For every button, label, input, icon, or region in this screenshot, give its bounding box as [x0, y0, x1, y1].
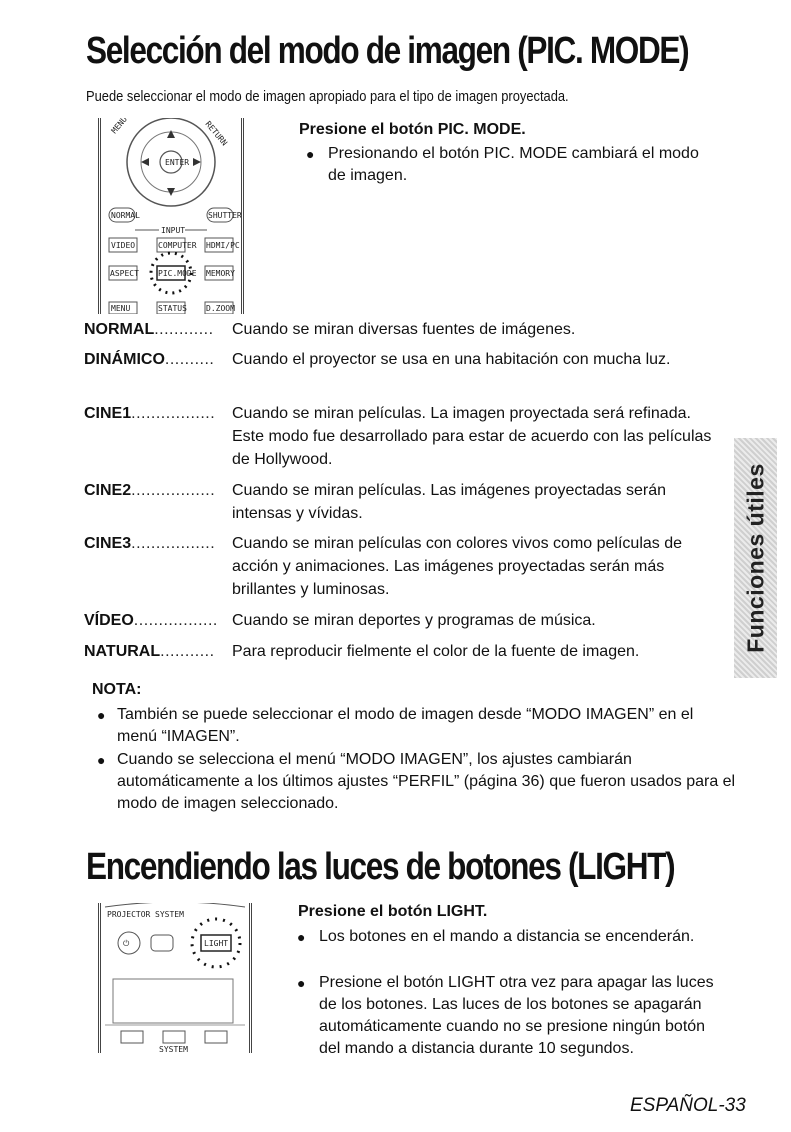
mode-row: NORMAL............ Cuando se miran diversas fuentes de imágenes. [84, 318, 724, 341]
mode-desc: Cuando se miran películas. La imagen proyectada será refinada. Este modo fue desarrollado para estar de acuerdo con las películas de Hollywood. [232, 405, 712, 468]
section-intro: Puede seleccionar el modo de imagen apropiado para el tipo de imagen proyectada. [86, 88, 569, 105]
remote-button-label: PIC.MODE [158, 269, 197, 278]
mode-name: CINE3 [84, 535, 132, 552]
mode-row: CINE3................. Cuando se miran películas con colores vivos como películas de acción y animaciones. Las imágenes proyectadas serán más brillantes y luminosas. [84, 532, 724, 555]
mode-desc: Cuando se miran deportes y programas de música. [232, 612, 596, 629]
remote-button-label: NORMAL [111, 211, 140, 220]
remote-button-label: PROJECTOR [107, 910, 151, 919]
mode-desc: Cuando se miran películas. Las imágenes proyectadas serán intensas y vívidas. [232, 482, 667, 522]
remote-button-label: SYSTEM [159, 1045, 188, 1053]
mode-row: VÍDEO................. Cuando se miran deportes y programas de música. [84, 609, 724, 632]
remote-button-label: SHUTTER [208, 211, 241, 220]
side-tab-label: Funciones útiles [742, 463, 768, 653]
remote-button-label: SYSTEM [155, 910, 184, 919]
instruction-bullet-light: ● Presione el botón LIGHT otra vez para apagar las luces de los botones. Las luces de los botones se apagarán automáticamente cuando no se presione ningún botón del mando a distancia durante 10 segundos. [297, 974, 714, 1057]
mode-row: CINE1................. Cuando se miran películas. La imagen proyectada será refinada. Este modo fue desarrollado para estar de acuerdo con las películas de Hollywood. [84, 402, 724, 425]
remote-drawing-light [101, 903, 249, 1053]
note-item: ● También se puede seleccionar el modo de imagen desde “MODO IMAGEN” en el menú “IMAGEN”. [97, 706, 694, 745]
remote-drawing [101, 118, 241, 314]
remote-button-label: STATUS [158, 304, 187, 313]
remote-button-label: D.ZOOM [206, 304, 235, 313]
mode-name: NATURAL [84, 643, 161, 660]
mode-desc: Cuando se miran diversas fuentes de imágenes. [232, 321, 576, 338]
remote-button-label: MENU [109, 118, 129, 136]
mode-desc: Cuando se miran películas con colores vivos como películas de acción y animaciones. Las imágenes proyectadas serán más brillantes y luminosas. [232, 535, 683, 598]
remote-button-label: HDMI/PC [206, 241, 240, 250]
page-footer: ESPAÑOL-33 [630, 1095, 746, 1116]
section-title-pic-mode: Selección del modo de imagen (PIC. MODE) [86, 30, 689, 72]
mode-name: CINE1 [84, 405, 132, 422]
svg-text:⏻: ⏻ [123, 939, 130, 948]
mode-desc: Cuando el proyector se usa en una habitación con mucha luz. [232, 351, 671, 368]
note-item: ● Cuando se selecciona el menú “MODO IMAGEN”, los ajustes cambiarán automáticamente a los últimos ajustes “PERFIL” (página 36) que fueron usados para el modo de imagen seleccionado. [97, 751, 736, 812]
instruction-title-pic-mode: Presione el botón PIC. MODE. [299, 121, 526, 138]
remote-button-label: MEMORY [206, 269, 235, 278]
bullet-icon: ● [97, 752, 106, 768]
remote-button-label: VIDEO [111, 241, 136, 250]
remote-button-label: ASPECT [110, 269, 139, 278]
mode-row: DINÁMICO.......... Cuando el proyector se usa en una habitación con mucha luz. [84, 348, 724, 371]
mode-name: VÍDEO [84, 612, 134, 629]
mode-row: NATURAL........... Para reproducir fielmente el color de la fuente de imagen. [84, 640, 724, 663]
remote-button-label: ENTER [165, 158, 190, 167]
side-tab [734, 438, 777, 678]
remote-illustration-light [98, 903, 252, 1053]
remote-illustration-pic-mode [98, 118, 244, 314]
remote-button-label: INPUT [161, 226, 186, 235]
bullet-icon: ● [297, 975, 306, 991]
mode-name: CINE2 [84, 482, 132, 499]
remote-button-label: COMPUTER [158, 241, 197, 250]
bullet-icon: ● [297, 929, 306, 945]
remote-button-label: RETURN [203, 119, 229, 148]
bullet-icon: ● [306, 146, 315, 162]
instruction-bullet-pic-mode: ● Presionando el botón PIC. MODE cambiará el modo de imagen. [306, 145, 699, 184]
mode-row: CINE2................. Cuando se miran películas. Las imágenes proyectadas serán intensas y vívidas. [84, 479, 724, 502]
section-title-light: Encendiendo las luces de botones (LIGHT) [86, 846, 675, 888]
instruction-title-light: Presione el botón LIGHT. [298, 903, 488, 920]
mode-name: NORMAL [84, 321, 155, 338]
instruction-bullet-light: ● Los botones en el mando a distancia se encenderán. [297, 926, 727, 948]
remote-button-label: LIGHT [204, 939, 229, 948]
mode-desc: Para reproducir fielmente el color de la fuente de imagen. [232, 643, 640, 660]
nota-title: NOTA: [92, 681, 142, 698]
remote-button-label: MENU [111, 304, 131, 313]
bullet-icon: ● [97, 707, 106, 723]
mode-name: DINÁMICO [84, 351, 165, 368]
